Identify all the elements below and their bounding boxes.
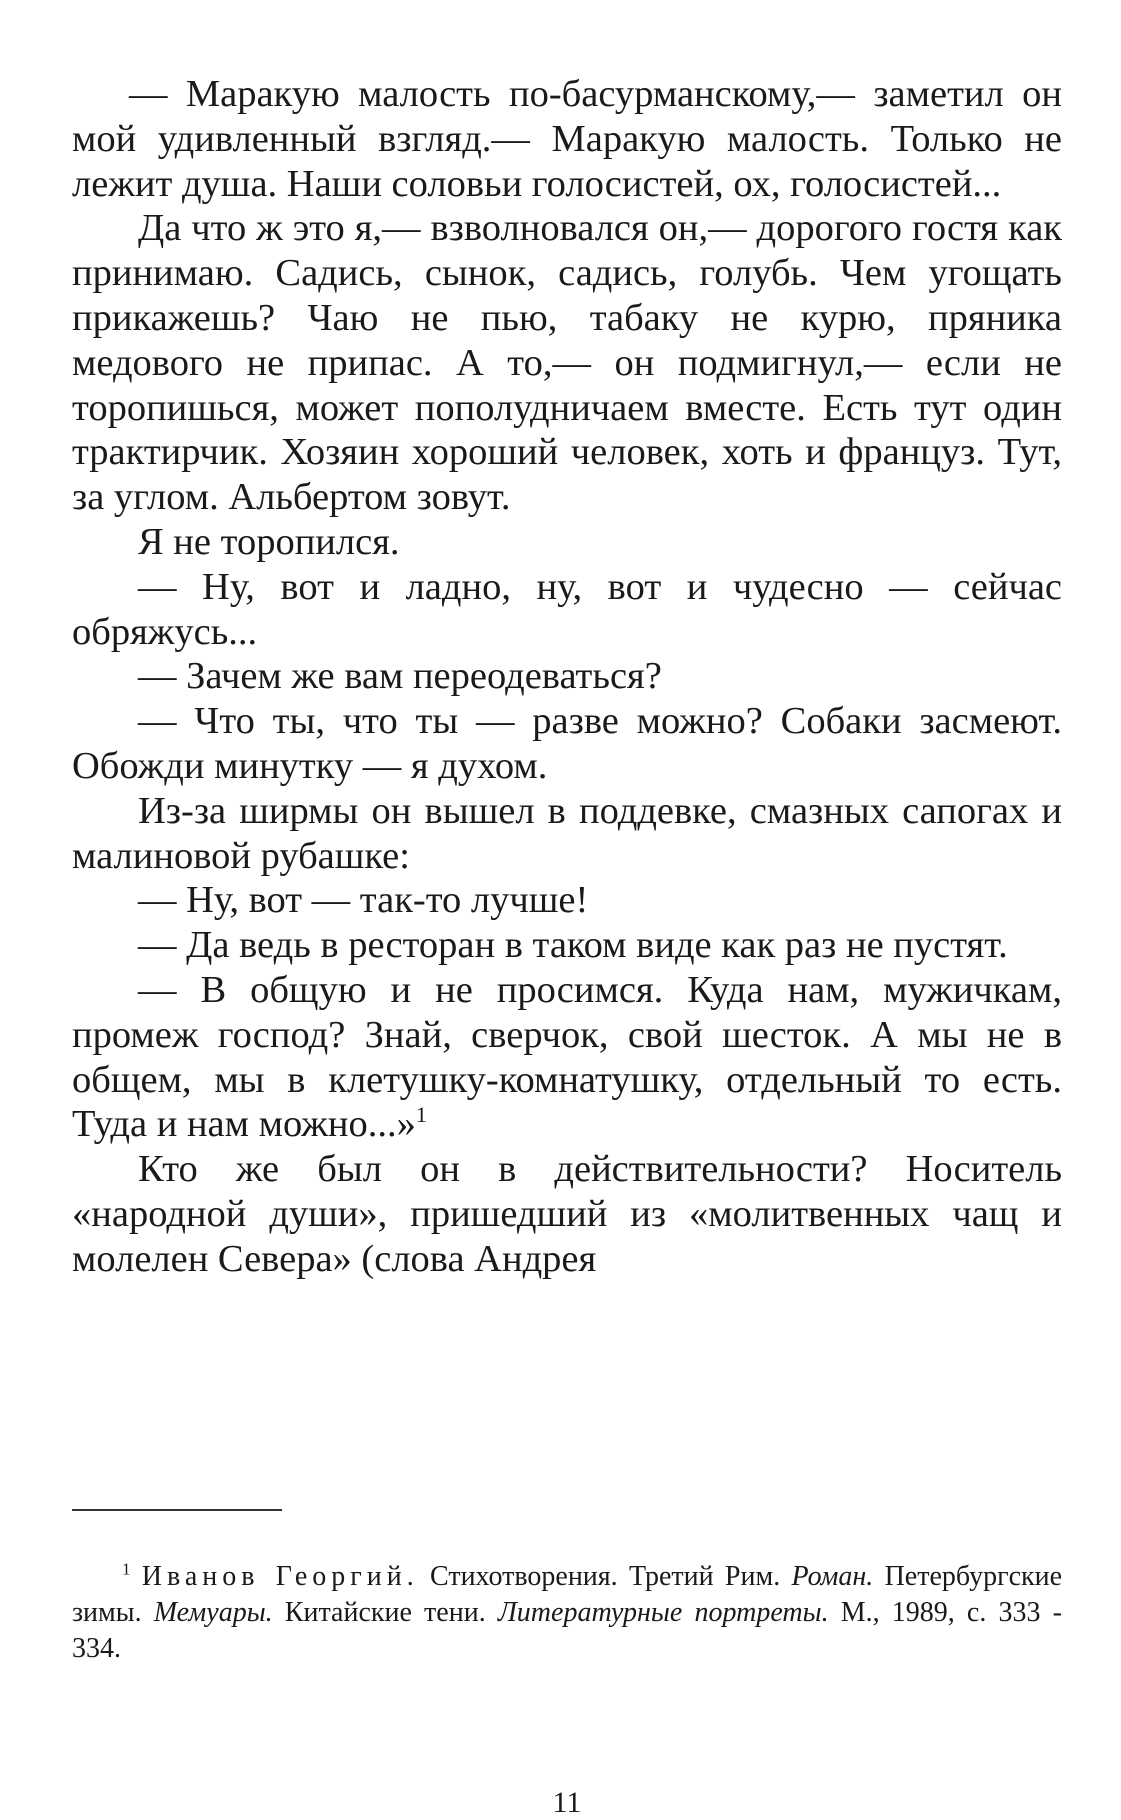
footnote-divider [72, 1509, 282, 1511]
paragraph-8: — Ну, вот — так-то лучше! [138, 879, 589, 922]
paragraph-5: — Зачем же вам переодеваться? [138, 655, 662, 698]
paragraph-4: — Ну, вот и ладно, ну, вот и чудесно — сейчас обряжусь... [72, 565, 1062, 653]
book-page [72, 72, 1063, 1819]
page-number: 11 [552, 1786, 582, 1819]
paragraph-1: — Маракую малость по-басурманскому,— заметил он мой удивленный взгляд.— Маракую малость. Только не лежит душа. Наши соловьи голосистей, ох, голосистей... [72, 73, 1062, 205]
paragraph-10: — В общую и не просимся. Куда нам, мужичкам, промеж господ? Знай, сверчок, свой шесток. А мы не в общем, мы в клетушку-комнатушку, отдельный то есть. Туда и нам можно...»$^1$ [72, 968, 1062, 1146]
paragraph-6: — Что ты, что ты — разве можно? Собаки засмеют. Обожди минутку — я духом. [72, 700, 1062, 787]
paragraph-2: Да что ж это я,— взволновался он,— дорогого гостя как принимаю. Садись, сынок, садись, голубь. Чем угощать прикажешь? Чаю не пью, табаку не курю, пряника медового не припас. А то,— он подмигнул,— если не торопишься, может пополудничаем вместе. Есть тут один трактирчик. Хозяин хороший человек, хоть и француз. Тут, за углом. Альбертом зовут. [72, 207, 1062, 519]
paragraph-9: — Да ведь в ресторан в таком виде как раз не пустят. [138, 924, 1008, 967]
paragraph-3: Я не торопился. [138, 520, 400, 563]
paragraph-11: Кто же был он в действительности? Носитель «народной души», пришедший из «молитвенных чащ и молелен Севера» (слова Андрея [72, 1148, 1062, 1280]
main-text [72, 72, 1062, 1282]
footnote-marker[interactable]: 1 [415, 1102, 427, 1128]
footnote [72, 1559, 1062, 1667]
paragraph-7: Из-за ширмы он вышел в поддевке, смазных сапогах и малиновой рубашке: [72, 789, 1062, 877]
footnote-author: Иванов Георгий. [141, 1561, 419, 1592]
footnote-text: $^1$ Иванов Георгий. Стихотворения. Третий Рим. Роман. Петербургские зимы. Мемуары. Китайские тени. Литературные портреты. М., 1989, с. 333 - 334. [72, 1559, 1063, 1664]
footnote-number: 1 [122, 1559, 131, 1579]
